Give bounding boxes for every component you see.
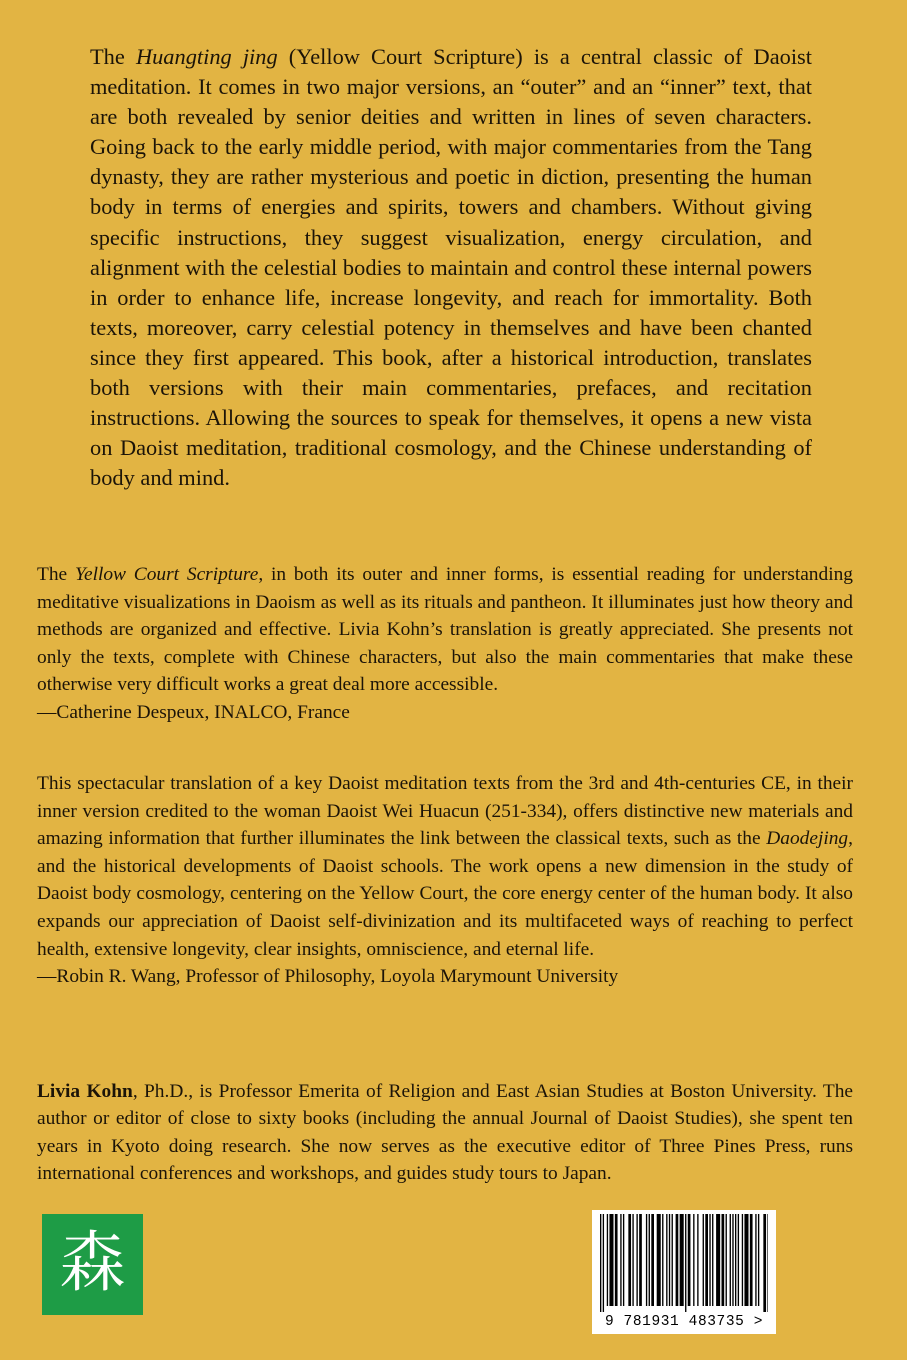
barcode-bar bbox=[697, 1214, 698, 1306]
barcode-bar bbox=[600, 1214, 601, 1312]
isbn-number: 9 781931 483735 > bbox=[604, 1314, 764, 1330]
barcode-bar bbox=[609, 1214, 613, 1306]
barcode-bar bbox=[730, 1214, 731, 1306]
barcode-bar bbox=[666, 1214, 667, 1306]
barcode-bar bbox=[657, 1214, 661, 1306]
barcode-bar bbox=[709, 1214, 710, 1306]
barcode-bar bbox=[672, 1214, 673, 1306]
barcode-bar bbox=[742, 1214, 743, 1306]
barcode-bar bbox=[649, 1214, 650, 1306]
barcode-bar bbox=[722, 1214, 725, 1306]
barcode-bar bbox=[646, 1214, 647, 1306]
barcode-bar bbox=[607, 1214, 608, 1306]
barcode-bar bbox=[738, 1214, 739, 1306]
barcode-bar bbox=[716, 1214, 720, 1306]
barcode-bar bbox=[703, 1214, 704, 1306]
barcode-bar bbox=[615, 1214, 618, 1306]
review-wang bbox=[37, 770, 853, 991]
author-name: Livia Kohn bbox=[37, 1081, 133, 1102]
author-bio-text: , Ph.D., is Professor Emerita of Religion and East Asian Studies at Boston University. The author or editor of close to sixty books (including the annual Journal of Daoist Studies), she spent ten years in Kyoto doing research. She now serves as the executive editor of Three Pines Press, runs international conferences and workshops, and guides study tours to Japan. bbox=[37, 1081, 854, 1185]
barcode-bar bbox=[639, 1214, 642, 1306]
barcode-bar bbox=[744, 1214, 748, 1306]
review-text-lead: This spectacular translation of a key Daoist meditation texts from the 3rd and 4th-centuries CE, in their inner version credited to the woman Daoist Wei Huacun (251-334), offers distinctive new materials and amazing information that further illuminates the link between the classical texts, such as the bbox=[37, 773, 853, 850]
barcode-bar bbox=[693, 1214, 694, 1306]
publisher-logo bbox=[42, 1214, 143, 1315]
barcode-bar bbox=[632, 1214, 633, 1306]
barcode-bar bbox=[620, 1214, 621, 1306]
blurb-body: (Yellow Court Scripture) is a central classic of Daoist meditation. It comes in two major versions, an “outer” and an “inner” text, that are both revealed by senior deities and written in lines of seven characters. Going back to the early middle period, with major commentaries from the Tang dynasty, they are rather mysterious and poetic in diction, presenting the human body in terms of energies and spirits, towers and chambers. Without giving specific instructions, they suggest visualization, energy circulation, and alignment with the celestial bodies to maintain and control these internal powers in order to enhance life, increase longevity, and reach for immortality. Both texts, moreover, carry celestial potency in themselves and have been chanted since they first appeared. This book, after a historical introduction, translates both versions with their main commentaries, prefaces, and recitation instructions. Allowing the sources to speak for themselves, it opens a new vista on Daoist meditation, traditional cosmology, and the Chinese understanding of body and mind. bbox=[90, 44, 812, 491]
review-attribution: —Robin R. Wang, Professor of Philosophy, Loyola Marymount University bbox=[37, 966, 619, 988]
barcode-bar bbox=[732, 1214, 733, 1306]
barcode-bar bbox=[758, 1214, 759, 1306]
barcode-bar bbox=[623, 1214, 624, 1306]
barcode-bar bbox=[726, 1214, 727, 1306]
barcode-bars bbox=[592, 1210, 776, 1314]
barcode-bar bbox=[735, 1214, 736, 1306]
barcode-bar bbox=[712, 1214, 713, 1306]
barcode-bar bbox=[685, 1214, 686, 1312]
review-text-body: , in both its outer and inner forms, is essential reading for understanding meditative visualizations in Daoism as well as its rituals and pantheon. It illuminates just how theory and methods are organized and effective. Livia Kohn’s translation is greatly appreciated. She presents not only the texts, complete with Chinese characters, but also the main commentaries that make these otherwise very difficult works a great deal more accessible. bbox=[37, 564, 853, 696]
blurb-lead: The bbox=[90, 44, 136, 69]
review-book-title: Yellow Court Scripture bbox=[74, 564, 259, 585]
barcode-bar bbox=[676, 1214, 679, 1306]
forest-glyph-icon bbox=[42, 1214, 143, 1315]
author-bio bbox=[37, 1078, 853, 1188]
review-attribution: —Catherine Despeux, INALCO, France bbox=[37, 701, 350, 723]
barcode-bar bbox=[651, 1214, 654, 1306]
barcode-bar bbox=[755, 1214, 756, 1306]
barcode-bar bbox=[750, 1214, 753, 1306]
review-text-lead: The bbox=[37, 564, 75, 585]
barcode-bar bbox=[662, 1214, 663, 1306]
blurb-book-title: Huangting jing bbox=[135, 44, 278, 69]
barcode-bar bbox=[763, 1214, 766, 1312]
barcode-bar bbox=[603, 1214, 604, 1312]
isbn-barcode bbox=[592, 1210, 776, 1334]
review-book-title: Daodejing bbox=[766, 828, 849, 850]
review-despeux bbox=[37, 561, 853, 727]
barcode-bar bbox=[688, 1214, 691, 1306]
barcode-bar bbox=[767, 1214, 768, 1312]
barcode-bar bbox=[628, 1214, 631, 1306]
barcode-bar bbox=[705, 1214, 708, 1306]
back-cover-blurb bbox=[90, 42, 812, 493]
barcode-bar bbox=[680, 1214, 684, 1306]
logo-glyph: 森 bbox=[59, 1224, 126, 1301]
barcode-bar bbox=[636, 1214, 637, 1306]
review-text-body: , and the historical developments of Daoist schools. The work opens a new dimension in the study of Daoist body cosmology, centering on the Yellow Court, the core energy center of the human body. It also expands our appreciation of Daoist self-divinization and its multifaceted ways of reaching to perfect health, extensive longevity, clear insights, omniscience, and eternal life. bbox=[37, 828, 853, 960]
barcode-bar bbox=[669, 1214, 670, 1306]
